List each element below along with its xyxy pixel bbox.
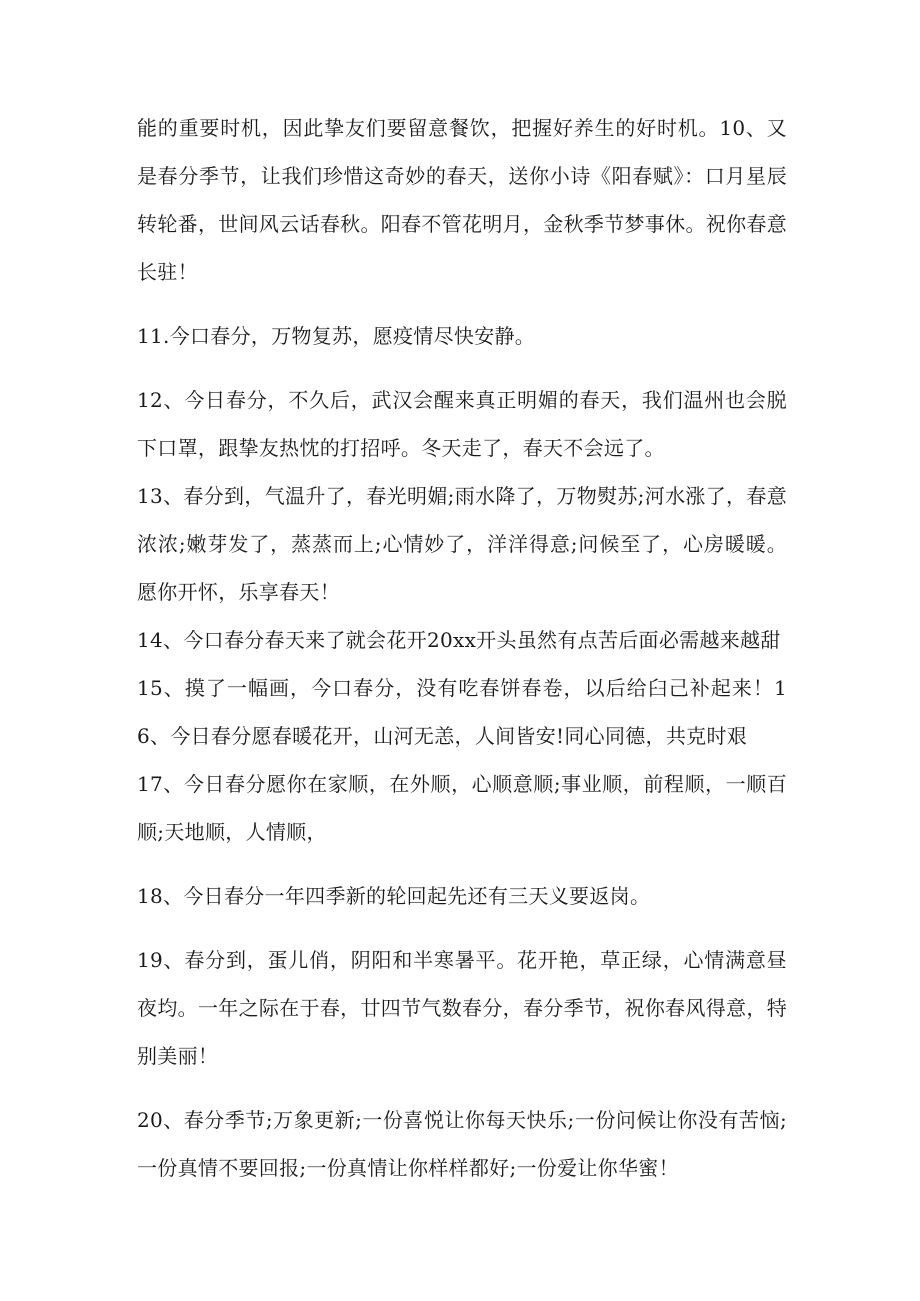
- paragraph-13: 13、春分到，气温升了，春光明媚;雨水降了，万物熨苏;河水涨了，春意浓浓;嫩芽发了，蒸蒸而上;心情妙了，洋洋得意;问候至了，心房暖暖。愿你开怀，乐享春天！: [137, 484, 787, 604]
- paragraph-11: 11.今口春分，万物复苏，愿疫情尽快安静。: [137, 324, 536, 348]
- paragraph-14: 14、今口春分春天来了就会花开20xx开头虽然有点苦后面必需越来越甜: [137, 628, 781, 652]
- paragraph-19: 19、春分到，蛋儿俏，阴阳和半寒暑平。花开艳，草正绿，心情满意昼夜均。一年之际在于春，廿四节气数春分，春分季节，祝你春风得意，特别美丽！: [137, 948, 787, 1068]
- paragraph-15-16: 15、摸了一幅画，今口春分，没有吃春饼春卷，以后给臼己补起来！16、今日春分愿春暖花开，山河无恙，人间皆安!同心同德，共克时艰: [137, 676, 787, 748]
- paragraph-12: 12、今日春分，不久后，武汉会醒来真正明媚的春天，我们温州也会脱下口罩，跟挚友热忱的打招呼。冬天走了，春天不会远了。: [137, 388, 787, 460]
- paragraph-17: 17、今日春分愿你在家顺，在外顺，心顺意顺;事业顺，前程顺，一顺百顺;天地顺，人情顺，: [137, 772, 787, 844]
- paragraph-10: 能的重要时机，因此挚友们要留意餐饮，把握好养生的好时机。10、又是春分季节，让我们珍惜这奇妙的春天，送你小诗《阳春赋》：口月星辰转轮番，世间风云话春秋。阳春不管花明月，金秋季节梦事休。祝你春意长驻！: [137, 116, 787, 284]
- document-body: [137, 104, 787, 1192]
- paragraph-20: 20、春分季节;万象更新;一份喜悦让你每天快乐;一份问候让你没有苦恼;一份真情不要回报;一份真情让你样样都好;一份爱让你华蜜！: [137, 1108, 787, 1180]
- paragraph-18: 18、今日春分一年四季新的轮回起先还有三天义要返岗。: [137, 884, 651, 908]
